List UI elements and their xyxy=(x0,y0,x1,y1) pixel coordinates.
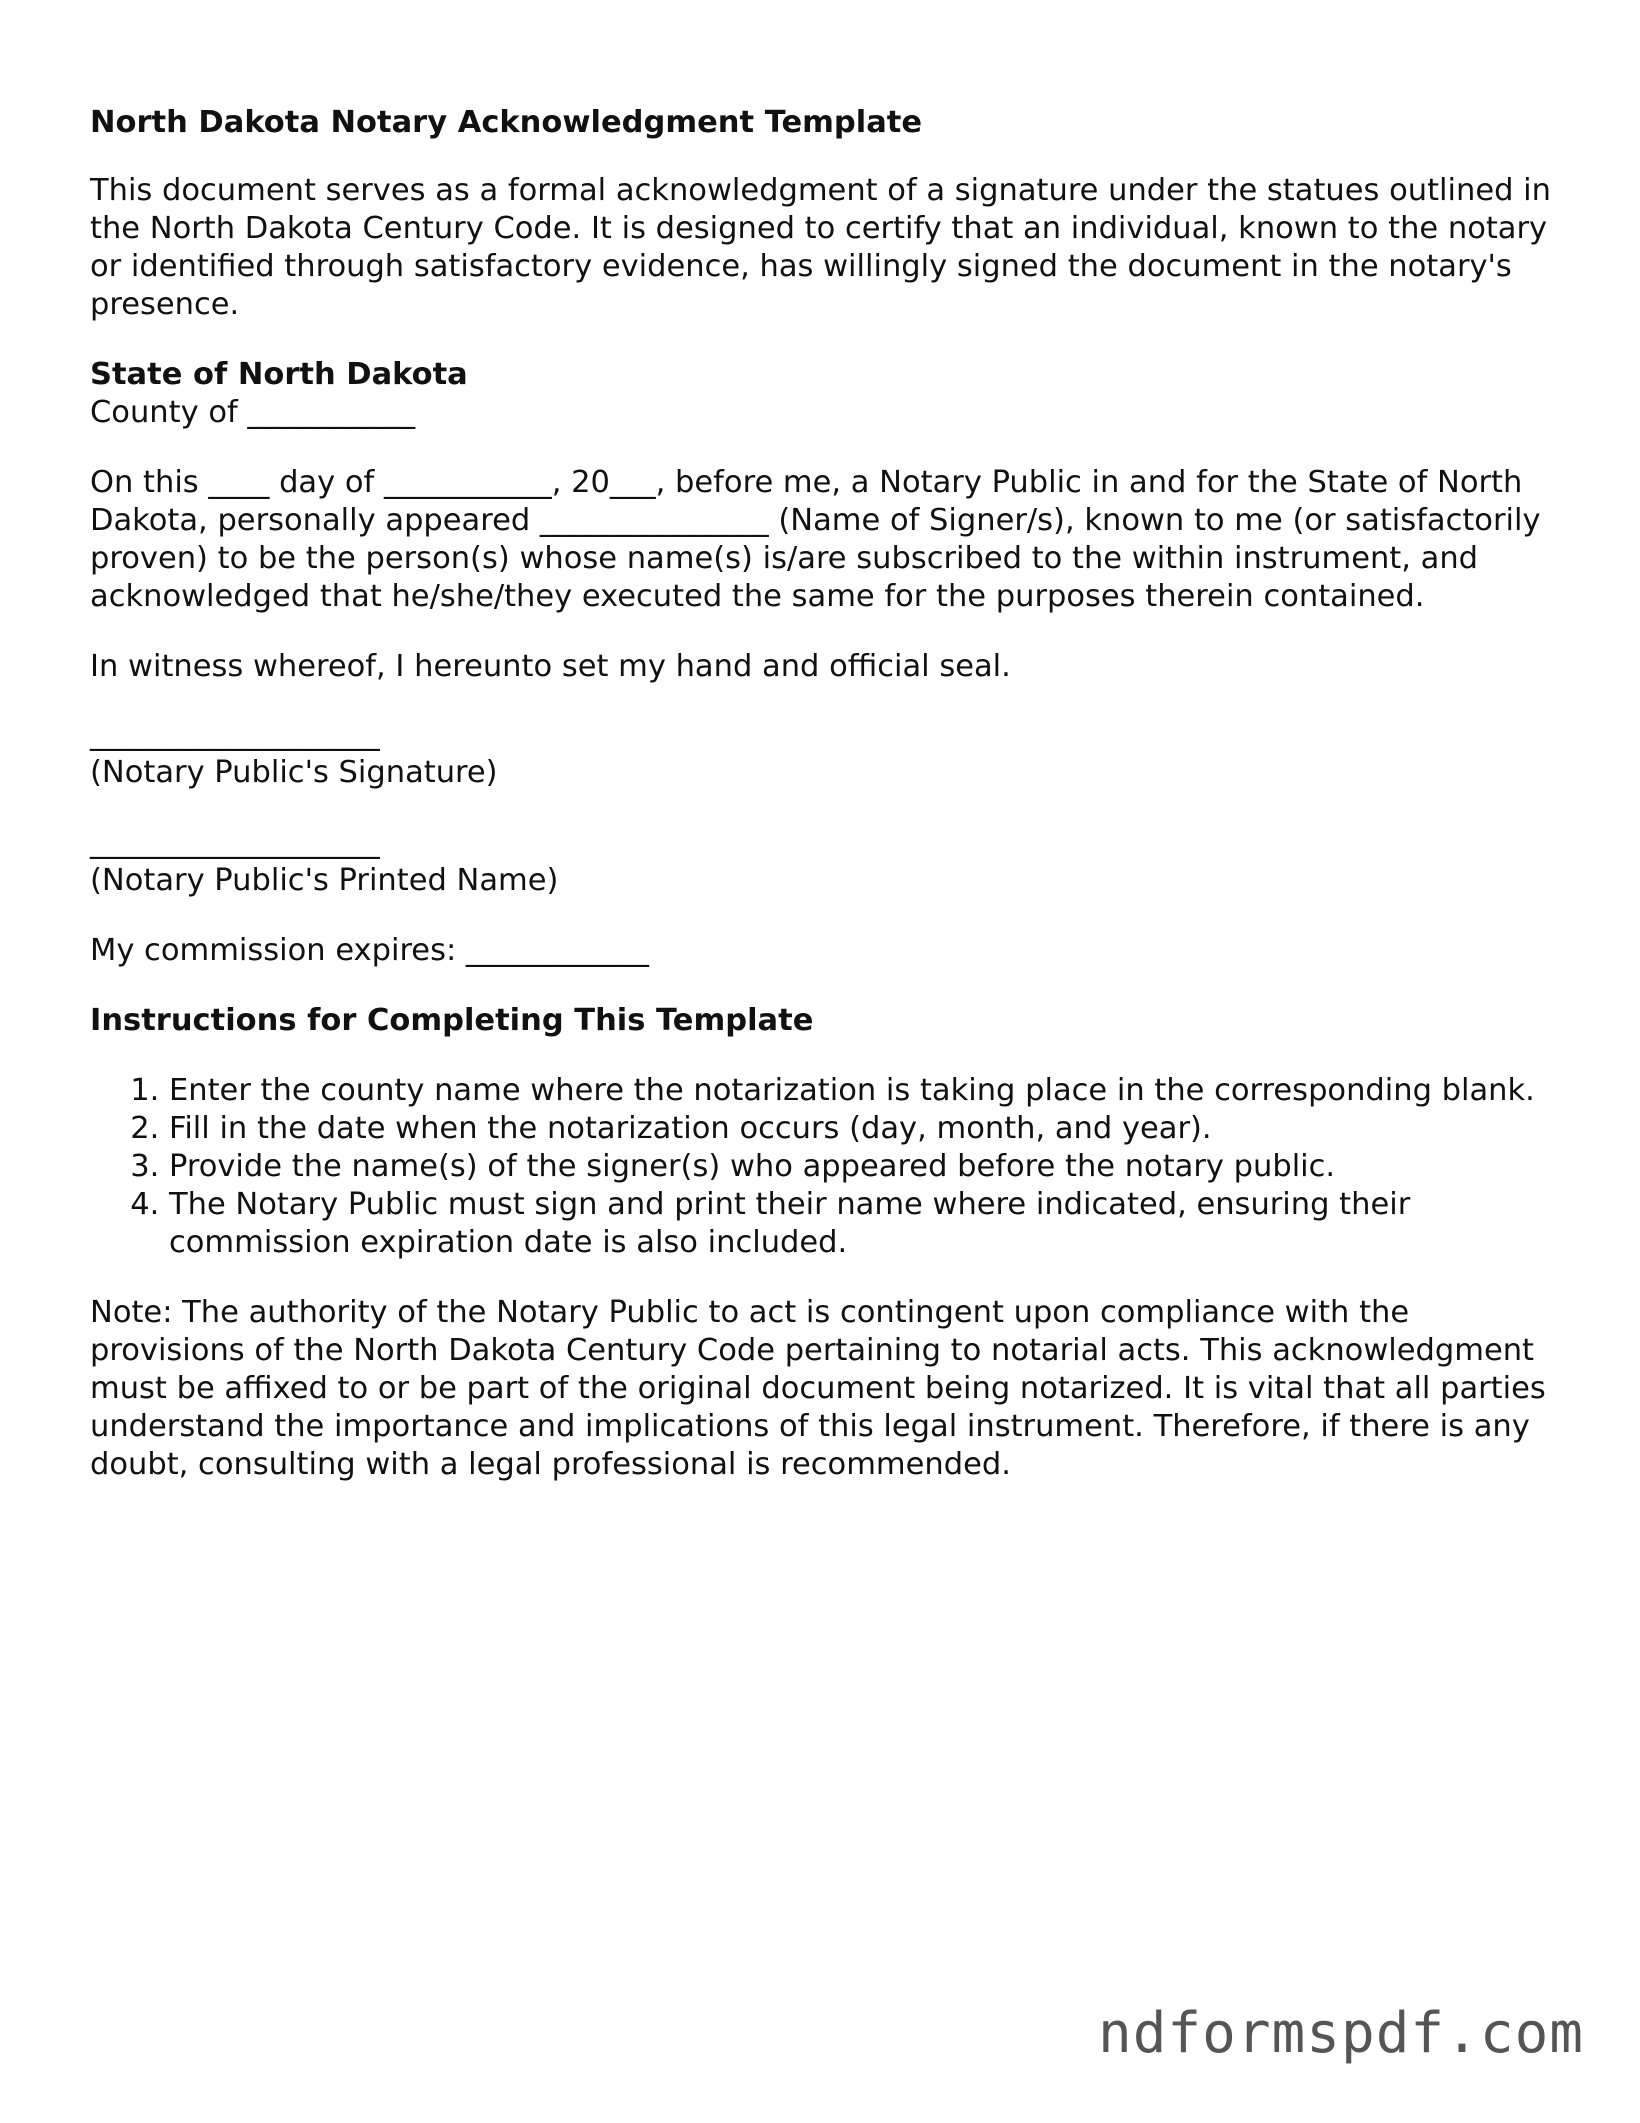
watermark: ndformspdf.com xyxy=(1097,2001,1584,2066)
instruction-item: 1. Enter the county name where the notarization is taking place in the corresponding blank. xyxy=(169,1072,1560,1110)
commission-expiry-line: My commission expires: ____________ xyxy=(90,933,649,968)
printed-name-line: ___________________ xyxy=(90,825,380,860)
signature-label: (Notary Public's Signature) xyxy=(90,755,498,790)
document-page xyxy=(90,104,1560,1484)
instructions-heading: Instructions for Completing This Template xyxy=(90,1003,814,1038)
witness-statement: In witness whereof, I hereunto set my hand and official seal. xyxy=(90,649,1011,684)
document-title: North Dakota Notary Acknowledgment Template xyxy=(90,105,923,140)
state-heading: State of North Dakota xyxy=(90,357,468,392)
note-paragraph: Note: The authority of the Notary Public to act is contingent upon compliance with the provisions of the North Dakota Century Code pertaining to notarial acts. This acknowledgment must be affixed to or be part of the original document being notarized. It is vital that all parties understand the importance and implications of this legal instrument. Therefore, if there is any doubt, consulting with a legal professional is recommended. xyxy=(90,1295,1546,1482)
printed-name-label: (Notary Public's Printed Name) xyxy=(90,863,559,898)
intro-paragraph: This document serves as a formal acknowledgment of a signature under the statues outlined in the North Dakota Century Code. It is designed to certify that an individual, known to the notary or identified through satisfactory evidence, has willingly signed the document in the notary's presence. xyxy=(90,173,1551,322)
instruction-item: 4. The Notary Public must sign and print their name where indicated, ensuring their commission expiration date is also included. xyxy=(169,1186,1560,1262)
instruction-item: 3. Provide the name(s) of the signer(s) who appeared before the notary public. xyxy=(169,1148,1560,1186)
acknowledgment-paragraph: On this ____ day of ___________, 20___, before me, a Notary Public in and for the State of North Dakota, personally appeared _______________ (Name of Signer/s), known to me (or satisfactorily proven) to be the person(s) whose name(s) is/are subscribed to the within instrument, and acknowledged that he/she/they executed the same for the purposes therein contained. xyxy=(90,465,1541,614)
county-line: County of ___________ xyxy=(90,395,416,430)
signature-line: ___________________ xyxy=(90,717,380,752)
instruction-item: 2. Fill in the date when the notarization occurs (day, month, and year). xyxy=(169,1110,1560,1148)
instructions-list xyxy=(90,1072,1560,1262)
